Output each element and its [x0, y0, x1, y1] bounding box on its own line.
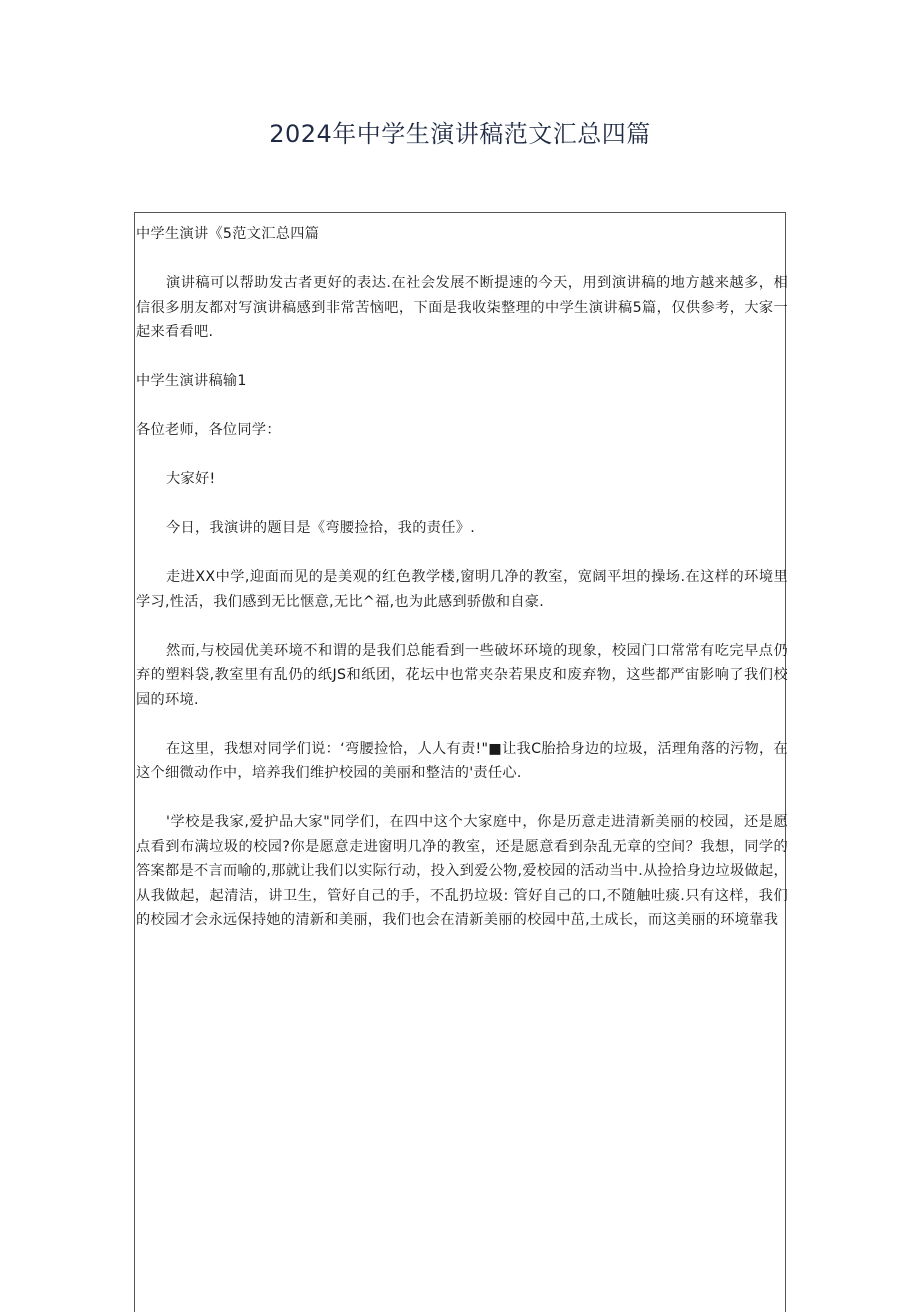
paragraph-topic: 今日，我演讲的题目是《弯腰捡拾，我的责任》. — [166, 520, 476, 536]
spacer — [136, 345, 788, 370]
spacer — [136, 492, 788, 517]
section-title: 中学生演讲稿输1 — [136, 373, 247, 389]
greeting: 大家好! — [166, 471, 216, 487]
spacer — [136, 614, 788, 639]
spacer — [136, 443, 788, 468]
paragraph-school: 走进XX中学,迎面而见的是美观的红色教学楼,窗明几净的教室，宽阔平坦的操场.在这样的环境里学习,性活，我们感到无比惬意,无比^福,也为此感到骄傲和自豪. — [136, 569, 788, 610]
intro-paragraph: 演讲稿可以帮助发古者更好的表达.在社会发展不断提速的今天，用到演讲稿的地方越来越多，相信很多朋友都对写演讲稿感到非常苦恼吧，下面是我收柒整理的中学生演讲稿5篇，仅供参考，大家一起来看看吧. — [136, 275, 788, 340]
document-title: 2024年中学生演讲稿范文汇总四篇 — [269, 120, 651, 148]
spacer — [136, 541, 788, 566]
salutation: 各位老师，各位同学： — [136, 422, 281, 438]
paragraph-problem: 然而,与校园优美环境不和谓的是我们总能看到一些破坏环境的现象，校园门口常常有吃完早点仍弃的塑料袋,教室里有乱仍的纸JS和纸团，花坛中也常夹杂若果皮和废弃物，这些都严宙影响了我们校园的环境. — [136, 642, 788, 708]
spacer — [136, 394, 788, 419]
spacer — [136, 786, 788, 811]
paragraph-action: '学校是我家,爱护品大家"同学们，在四中这个大家庭中，你是历意走进清新美丽的校园，还是愿点看到布满垃圾的校园?你是愿意走进窗明几净的教室，还是愿意看到杂乱无章的空间？我想，同学的答案都是不言而喻的,那就让我们以实际行动，投入到爱公物,爱校园的活动当中.从捡拾身边垃圾做起，从我做起，起清洁，讲卫生，管好自己的手，不乱扔垃圾: 管好自己的口,不随触吐痰.只有这样，我们的校园才会永远保持她的清新和美丽，我们也会在清新美丽的校园中茁,土成长，而这美丽的环境靠我 — [136, 814, 788, 928]
paragraph-appeal: 在这里，我想对同学们说：‘弯腰捡恰，人人有责!"■让我C胎拾身边的垃圾，活理角落的污物，在这个细微动作中，培养我们维护校园的美丽和整洁的'责任心. — [136, 740, 788, 781]
spacer — [136, 712, 788, 737]
spacer — [136, 247, 788, 272]
body-heading: 中学生演讲《5范文汇总四篇 — [136, 226, 320, 242]
document-body — [136, 222, 788, 933]
